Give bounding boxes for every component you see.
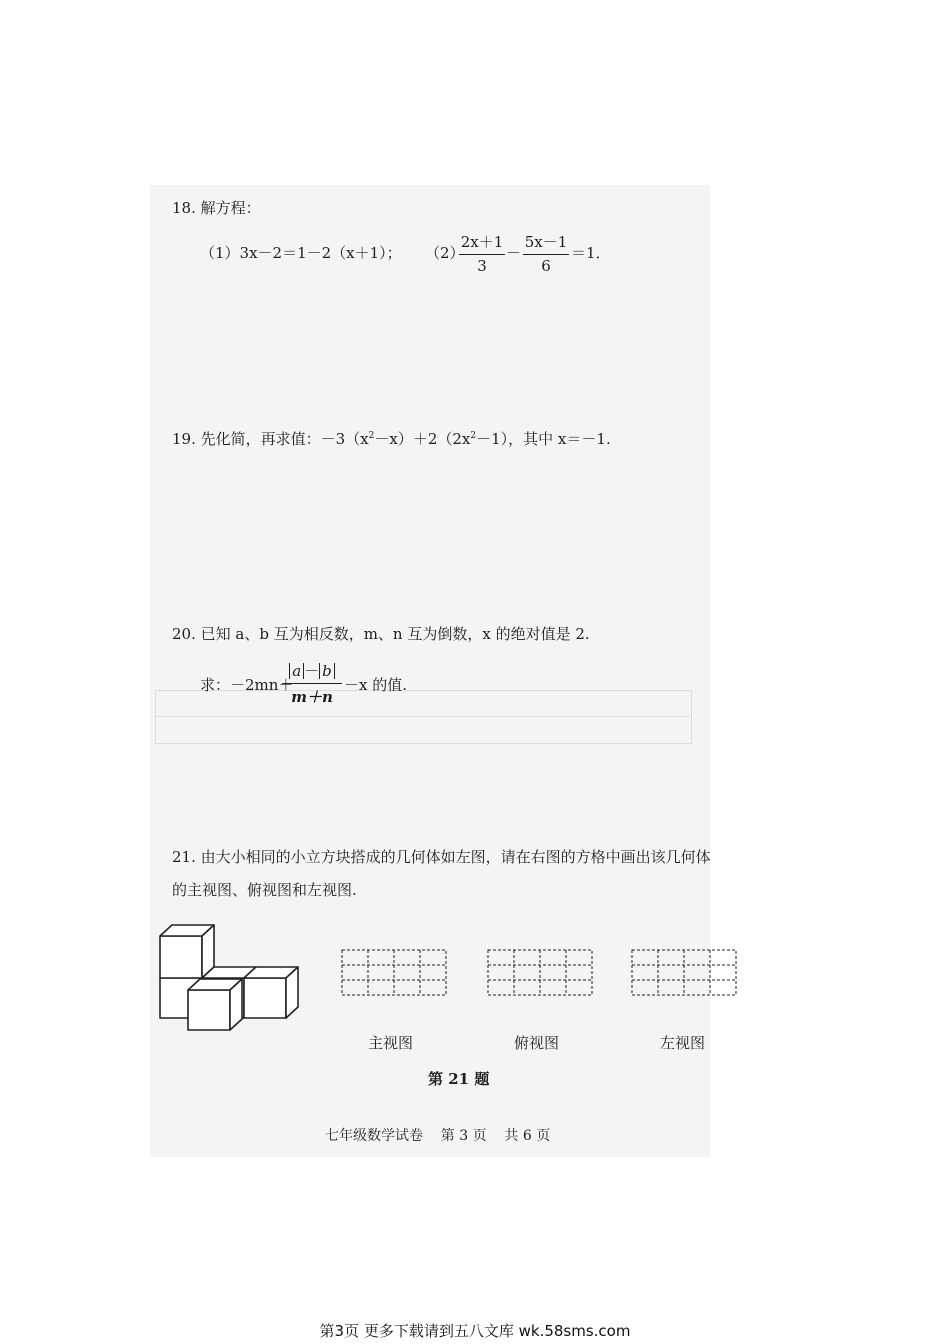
fraction-bar	[523, 254, 569, 255]
q20-numerator	[282, 660, 342, 681]
q20-num-minus: －	[304, 662, 320, 680]
figure-caption: 第 21 题	[428, 1070, 490, 1088]
q18-part2-prefix: （2）	[425, 244, 465, 262]
q18-fraction-1	[459, 231, 505, 275]
q21-line2: 的主视图、俯视图和左视图.	[172, 881, 357, 899]
front-view-label: 主视图	[368, 1034, 414, 1052]
q18-frac1-numerator: 2x＋1	[460, 233, 504, 251]
fraction-bar	[459, 254, 505, 255]
q19-lead: 19. 先化简，再求值：－3（x	[172, 430, 369, 448]
q18-frac2-numerator: 5x－1	[524, 233, 568, 251]
q18-fraction-2	[523, 231, 569, 275]
top-view-label: 俯视图	[514, 1034, 560, 1052]
abs-b: b	[319, 663, 335, 679]
q18-frac2-denominator: 6	[541, 257, 551, 275]
q18-part1: （1）3x－2＝1－2（x＋1）；	[200, 244, 402, 262]
download-banner: 第3页 更多下载请到五八文库 wk.58sms.com	[319, 1322, 631, 1340]
q20-fraction	[282, 660, 342, 707]
left-view-grid	[630, 948, 740, 998]
bleed-through-table	[155, 690, 692, 744]
front-view-grid	[340, 948, 450, 998]
q18-title: 18. 解方程：	[172, 199, 261, 217]
cube-front-face	[160, 936, 202, 978]
cube-front-face	[188, 990, 230, 1030]
q18-frac1-denominator: 3	[477, 257, 487, 275]
q19-exponent-1: 2	[368, 431, 375, 441]
cube-solid-figure	[150, 918, 310, 1033]
q20-denominator: m＋n	[291, 688, 333, 706]
q19-mid: －x）＋2（2x	[374, 430, 471, 448]
q21-line1: 21. 由大小相同的小立方块搭成的几何体如左图，请在右图的方格中画出该几何体	[172, 848, 711, 866]
q20-prefix: 求：－2mn＋	[200, 676, 294, 694]
fraction-bar	[282, 683, 342, 684]
q19-tail: －1），其中 x＝－1.	[476, 430, 611, 448]
q18-part2-suffix: ＝1．	[571, 244, 611, 262]
top-view-grid	[486, 948, 596, 998]
q20-line1: 20. 已知 a、b 互为相反数，m、n 互为倒数，x 的绝对值是 2.	[172, 625, 590, 643]
cube-front-face	[244, 978, 286, 1018]
bleed-through-table-divider	[155, 716, 690, 717]
q20-suffix: －x 的值.	[344, 676, 407, 694]
q19-exponent-2: 2	[470, 431, 477, 441]
left-view-label: 左视图	[660, 1034, 706, 1052]
q19-text	[172, 428, 611, 449]
abs-a: a	[289, 663, 304, 679]
q18-minus: －	[506, 244, 522, 262]
exam-page-footer: 七年级数学试卷 第 3 页 共 6 页	[325, 1128, 551, 1144]
